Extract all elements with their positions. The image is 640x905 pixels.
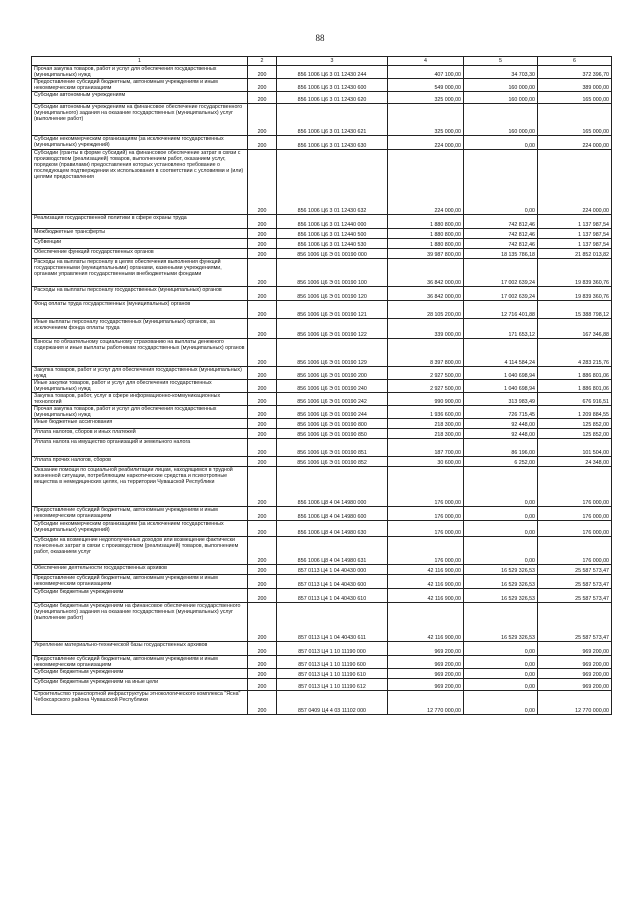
table-row bbox=[32, 507, 612, 521]
row-value-1: 1 880 800,00 bbox=[388, 215, 464, 229]
row-value-3: 167 346,88 bbox=[538, 319, 612, 339]
row-value-3: 969 200,00 bbox=[538, 642, 612, 656]
row-value-2: 0,00 bbox=[464, 150, 538, 215]
row-name: Предоставление субсидий бюджетным, автономным учреждениям и иным некоммерческим организациям bbox=[32, 79, 248, 92]
row-code: 856 1006 Ц6 Э 01 00190 800 bbox=[277, 419, 388, 429]
row-name: Реализация государственной политики в сфере охраны труда bbox=[32, 215, 248, 229]
row-name: Субвенции bbox=[32, 239, 248, 249]
row-value-1: 549 000,00 bbox=[388, 79, 464, 92]
row-gr: 200 bbox=[248, 537, 277, 565]
row-value-3: 125 852,00 bbox=[538, 419, 612, 429]
row-value-3: 224 000,00 bbox=[538, 136, 612, 150]
row-value-2: 17 002 639,24 bbox=[464, 287, 538, 301]
row-value-1: 325 000,00 bbox=[388, 104, 464, 136]
row-value-2: 17 002 639,24 bbox=[464, 259, 538, 287]
row-gr: 200 bbox=[248, 301, 277, 319]
table-row bbox=[32, 339, 612, 367]
row-gr: 200 bbox=[248, 229, 277, 239]
row-value-2: 160 000,00 bbox=[464, 92, 538, 104]
row-value-3: 25 587 573,47 bbox=[538, 603, 612, 642]
row-value-1: 28 105 200,00 bbox=[388, 301, 464, 319]
row-value-3: 165 000,00 bbox=[538, 104, 612, 136]
row-value-2: 86 196,00 bbox=[464, 439, 538, 457]
table-row bbox=[32, 66, 612, 79]
table-row bbox=[32, 92, 612, 104]
table-row bbox=[32, 229, 612, 239]
row-name: Прочая закупка товаров, работ и услуг для обеспечения государственных (муниципальных) нужд bbox=[32, 406, 248, 419]
row-name: Фонд оплаты труда государственных (муниципальных) органов bbox=[32, 301, 248, 319]
row-value-1: 176 000,00 bbox=[388, 521, 464, 537]
row-code: 856 1006 Ц6 3 01 12430 600 bbox=[277, 79, 388, 92]
row-value-1: 2 927 500,00 bbox=[388, 380, 464, 393]
row-value-1: 8 397 800,00 bbox=[388, 339, 464, 367]
row-gr: 200 bbox=[248, 150, 277, 215]
table-row bbox=[32, 301, 612, 319]
row-name: Субсидии некоммерческим организациям (за исключением государственных (муниципальных) учреждений) bbox=[32, 521, 248, 537]
row-code: 857 0113 Ц4 1 04 40430 600 bbox=[277, 575, 388, 589]
row-code: 856 1006 Ц6 Э 01 00190 851 bbox=[277, 439, 388, 457]
row-value-3: 676 916,51 bbox=[538, 393, 612, 406]
row-value-2: 1 040 698,94 bbox=[464, 367, 538, 380]
table-row bbox=[32, 537, 612, 565]
row-gr: 200 bbox=[248, 215, 277, 229]
table-row bbox=[32, 136, 612, 150]
header-col-3: 3 bbox=[277, 57, 388, 66]
row-name: Иные выплаты персоналу государственных (муниципальных) органов, за исключением фонда оплаты труда bbox=[32, 319, 248, 339]
row-gr: 200 bbox=[248, 380, 277, 393]
row-gr: 200 bbox=[248, 339, 277, 367]
row-value-3: 1 137 987,54 bbox=[538, 239, 612, 249]
row-value-1: 12 770 000,00 bbox=[388, 691, 464, 715]
table-row bbox=[32, 467, 612, 507]
row-gr: 200 bbox=[248, 575, 277, 589]
row-value-3: 125 852,00 bbox=[538, 429, 612, 439]
row-value-3: 101 504,00 bbox=[538, 439, 612, 457]
row-value-3: 389 000,00 bbox=[538, 79, 612, 92]
row-code: 857 0113 Ц4 1 04 40430 610 bbox=[277, 589, 388, 603]
row-value-3: 176 000,00 bbox=[538, 467, 612, 507]
row-code: 856 1006 Ц6 Э 01 00190 240 bbox=[277, 380, 388, 393]
row-gr: 200 bbox=[248, 79, 277, 92]
table-row bbox=[32, 79, 612, 92]
row-code: 856 1006 Ц6 3 01 12430 630 bbox=[277, 136, 388, 150]
table-row bbox=[32, 669, 612, 679]
row-name: Прочая закупка товаров, работ и услуг для обеспечения государственных (муниципальных) нужд bbox=[32, 66, 248, 79]
row-name: Субсидии бюджетным учреждениям bbox=[32, 589, 248, 603]
row-gr: 200 bbox=[248, 287, 277, 301]
row-value-2: 92 448,00 bbox=[464, 419, 538, 429]
row-value-2: 160 000,00 bbox=[464, 79, 538, 92]
row-value-1: 1 880 800,00 bbox=[388, 239, 464, 249]
row-value-3: 969 200,00 bbox=[538, 656, 612, 669]
row-value-1: 218 300,00 bbox=[388, 419, 464, 429]
row-code: 856 1006 Ц6 3 01 12440 500 bbox=[277, 229, 388, 239]
row-gr: 200 bbox=[248, 589, 277, 603]
row-code: 856 1006 Ц6 Э 01 00190 000 bbox=[277, 249, 388, 259]
row-name: Субсидии бюджетным учреждениям bbox=[32, 669, 248, 679]
table-row bbox=[32, 249, 612, 259]
row-code: 856 1006 Ц8 4 04 14980 631 bbox=[277, 537, 388, 565]
row-value-1: 325 000,00 bbox=[388, 92, 464, 104]
row-value-2: 16 529 326,53 bbox=[464, 565, 538, 575]
row-value-2: 0,00 bbox=[464, 467, 538, 507]
row-value-2: 0,00 bbox=[464, 136, 538, 150]
row-value-1: 39 987 800,00 bbox=[388, 249, 464, 259]
row-gr: 200 bbox=[248, 679, 277, 691]
row-value-2: 4 114 584,24 bbox=[464, 339, 538, 367]
row-value-3: 15 388 798,12 bbox=[538, 301, 612, 319]
row-value-2: 18 135 786,18 bbox=[464, 249, 538, 259]
table-row bbox=[32, 691, 612, 715]
row-value-3: 21 852 013,82 bbox=[538, 249, 612, 259]
row-gr: 200 bbox=[248, 656, 277, 669]
row-name: Взносы по обязательному социальному страхованию на выплаты денежного содержания и иные выплаты работникам государственных (муниципальных) органов bbox=[32, 339, 248, 367]
row-name: Межбюджетные трансферты bbox=[32, 229, 248, 239]
row-value-2: 16 529 326,53 bbox=[464, 575, 538, 589]
table-row bbox=[32, 457, 612, 467]
header-col-2: 2 bbox=[248, 57, 277, 66]
table-row bbox=[32, 521, 612, 537]
row-gr: 200 bbox=[248, 603, 277, 642]
table-row bbox=[32, 150, 612, 215]
table-row bbox=[32, 380, 612, 393]
table-row bbox=[32, 429, 612, 439]
row-value-1: 187 700,00 bbox=[388, 439, 464, 457]
row-value-2: 92 448,00 bbox=[464, 429, 538, 439]
row-value-2: 0,00 bbox=[464, 656, 538, 669]
row-name: Расходы на выплаты персоналу в целях обеспечения выполнения функций государственными (муниципальными) органами, казенными учреждениями, органами управления государственными внебюджетными фондами bbox=[32, 259, 248, 287]
row-value-1: 224 000,00 bbox=[388, 150, 464, 215]
row-name: Уплата налогов, сборов и иных платежей bbox=[32, 429, 248, 439]
row-name: Иные бюджетные ассигнования bbox=[32, 419, 248, 429]
row-code: 857 0113 Ц4 1 10 11190 600 bbox=[277, 656, 388, 669]
table-row bbox=[32, 393, 612, 406]
row-name: Предоставление субсидий бюджетным, автономным учреждениям и иным некоммерческим организациям bbox=[32, 656, 248, 669]
row-code: 857 0409 Ц4 4 03 11102 000 bbox=[277, 691, 388, 715]
row-code: 856 1006 Ц6 Э 01 00190 244 bbox=[277, 406, 388, 419]
row-value-1: 42 116 900,00 bbox=[388, 565, 464, 575]
row-code: 856 1006 Ц6 Э 01 00190 121 bbox=[277, 301, 388, 319]
row-value-2: 742 812,46 bbox=[464, 229, 538, 239]
row-value-3: 19 839 360,76 bbox=[538, 287, 612, 301]
row-value-1: 407 100,00 bbox=[388, 66, 464, 79]
row-gr: 200 bbox=[248, 367, 277, 380]
row-name: Субсидии (гранты в форме субсидий) на финансовое обеспечение затрат в связи с производством (реализацией) товаров, выполнением работ, оказанием услуг, порядком (правилами) предоставления которых установлено требование о последующем подтверждении их использования в соответствии с условиями и (или) целями предоставления bbox=[32, 150, 248, 215]
row-value-3: 1 209 884,55 bbox=[538, 406, 612, 419]
row-code: 857 0113 Ц4 1 04 40430 611 bbox=[277, 603, 388, 642]
row-value-1: 42 116 900,00 bbox=[388, 589, 464, 603]
table-row bbox=[32, 259, 612, 287]
row-code: 856 1006 Ц6 3 01 12430 620 bbox=[277, 92, 388, 104]
row-value-3: 25 587 573,47 bbox=[538, 575, 612, 589]
row-value-2: 1 040 698,94 bbox=[464, 380, 538, 393]
row-gr: 200 bbox=[248, 457, 277, 467]
row-gr: 200 bbox=[248, 92, 277, 104]
row-code: 856 1006 Ц6 Э 01 00190 200 bbox=[277, 367, 388, 380]
table-row bbox=[32, 656, 612, 669]
row-name: Обеспечение деятельности государственных архивов bbox=[32, 565, 248, 575]
row-value-1: 969 200,00 bbox=[388, 642, 464, 656]
row-gr: 200 bbox=[248, 136, 277, 150]
row-value-1: 1 936 600,00 bbox=[388, 406, 464, 419]
row-name: Субсидии автономным учреждениям bbox=[32, 92, 248, 104]
row-gr: 200 bbox=[248, 521, 277, 537]
row-gr: 200 bbox=[248, 259, 277, 287]
row-value-1: 30 600,00 bbox=[388, 457, 464, 467]
row-code: 856 1006 Ц6 Э 01 00190 129 bbox=[277, 339, 388, 367]
row-value-3: 176 000,00 bbox=[538, 507, 612, 521]
row-name: Укрепление материально-технической базы государственных архивов bbox=[32, 642, 248, 656]
row-name: Субсидии бюджетным учреждениям на иные цели bbox=[32, 679, 248, 691]
row-code: 856 1006 Ц6 Э 01 00190 120 bbox=[277, 287, 388, 301]
row-name: Закупка товаров, работ и услуг для обеспечения государственных (муниципальных) нужд bbox=[32, 367, 248, 380]
row-value-1: 42 116 900,00 bbox=[388, 603, 464, 642]
table-row bbox=[32, 575, 612, 589]
header-row bbox=[32, 57, 612, 66]
table-row bbox=[32, 319, 612, 339]
row-value-2: 0,00 bbox=[464, 679, 538, 691]
table-row bbox=[32, 104, 612, 136]
table-row bbox=[32, 406, 612, 419]
row-gr: 200 bbox=[248, 66, 277, 79]
row-value-3: 372 396,70 bbox=[538, 66, 612, 79]
row-gr: 200 bbox=[248, 249, 277, 259]
row-name: Предоставление субсидий бюджетным, автономным учреждениям и иным некоммерческим организациям bbox=[32, 507, 248, 521]
row-value-3: 12 770 000,00 bbox=[538, 691, 612, 715]
row-value-2: 0,00 bbox=[464, 642, 538, 656]
row-value-2: 0,00 bbox=[464, 669, 538, 679]
row-value-2: 313 983,49 bbox=[464, 393, 538, 406]
row-value-1: 969 200,00 bbox=[388, 679, 464, 691]
row-name: Субсидии бюджетным учреждениям на финансовое обеспечение государственного (муниципального) задания на оказание государственных (муниципальных) услуг (выполнение работ) bbox=[32, 603, 248, 642]
table-row bbox=[32, 287, 612, 301]
row-value-3: 1 886 801,06 bbox=[538, 380, 612, 393]
table-row bbox=[32, 439, 612, 457]
row-value-3: 176 000,00 bbox=[538, 521, 612, 537]
row-gr: 200 bbox=[248, 406, 277, 419]
row-name: Расходы на выплаты персоналу государственных (муниципальных) органов bbox=[32, 287, 248, 301]
row-gr: 200 bbox=[248, 104, 277, 136]
row-value-2: 0,00 bbox=[464, 521, 538, 537]
row-code: 856 1006 Ц6 3 01 12440 530 bbox=[277, 239, 388, 249]
table-row bbox=[32, 642, 612, 656]
row-code: 856 1006 Ц8 4 04 14980 630 bbox=[277, 521, 388, 537]
row-value-1: 339 000,00 bbox=[388, 319, 464, 339]
row-name: Субсидии автономным учреждениям на финансовое обеспечение государственного (муниципального) задания на оказание государственных (муниципальных) услуг (выполнение работ) bbox=[32, 104, 248, 136]
table-row bbox=[32, 603, 612, 642]
row-gr: 200 bbox=[248, 429, 277, 439]
header-col-1: 1 bbox=[32, 57, 248, 66]
row-code: 856 1006 Ц6 Э 01 00190 100 bbox=[277, 259, 388, 287]
row-gr: 200 bbox=[248, 507, 277, 521]
row-value-3: 224 000,00 bbox=[538, 150, 612, 215]
table-row bbox=[32, 215, 612, 229]
row-value-1: 990 900,00 bbox=[388, 393, 464, 406]
row-name: Иные закупки товаров, работ и услуг для обеспечения государственных (муниципальных) нужд bbox=[32, 380, 248, 393]
row-value-3: 165 000,00 bbox=[538, 92, 612, 104]
row-value-2: 171 653,12 bbox=[464, 319, 538, 339]
row-name: Уплата прочих налогов, сборов bbox=[32, 457, 248, 467]
row-name: Обеспечение функций государственных органов bbox=[32, 249, 248, 259]
row-value-3: 24 348,00 bbox=[538, 457, 612, 467]
row-value-3: 19 839 360,76 bbox=[538, 259, 612, 287]
row-value-2: 0,00 bbox=[464, 691, 538, 715]
row-value-3: 969 200,00 bbox=[538, 669, 612, 679]
row-code: 856 1006 Ц6 Э 01 00190 850 bbox=[277, 429, 388, 439]
table-row bbox=[32, 589, 612, 603]
row-gr: 200 bbox=[248, 393, 277, 406]
row-code: 856 1006 Ц6 Э 01 00190 242 bbox=[277, 393, 388, 406]
header-col-5: 5 bbox=[464, 57, 538, 66]
row-code: 856 1006 Ц6 3 01 12430 244 bbox=[277, 66, 388, 79]
table-body bbox=[32, 66, 612, 715]
row-value-1: 176 000,00 bbox=[388, 537, 464, 565]
row-value-2: 6 252,00 bbox=[464, 457, 538, 467]
row-value-2: 12 716 401,88 bbox=[464, 301, 538, 319]
row-value-2: 34 703,30 bbox=[464, 66, 538, 79]
table-row bbox=[32, 565, 612, 575]
row-code: 857 0113 Ц4 1 10 11190 000 bbox=[277, 642, 388, 656]
page-number: 88 bbox=[315, 33, 325, 43]
table-row bbox=[32, 679, 612, 691]
row-gr: 200 bbox=[248, 467, 277, 507]
row-code: 856 1006 Ц6 3 01 12430 632 bbox=[277, 150, 388, 215]
budget-table bbox=[31, 56, 612, 715]
row-value-1: 176 000,00 bbox=[388, 467, 464, 507]
header-col-6: 6 bbox=[538, 57, 612, 66]
row-value-1: 42 116 900,00 bbox=[388, 575, 464, 589]
row-value-3: 25 587 573,47 bbox=[538, 589, 612, 603]
row-value-3: 1 886 801,06 bbox=[538, 367, 612, 380]
row-value-3: 4 283 215,76 bbox=[538, 339, 612, 367]
row-value-1: 2 927 500,00 bbox=[388, 367, 464, 380]
table-row bbox=[32, 419, 612, 429]
row-code: 857 0113 Ц4 1 04 40430 000 bbox=[277, 565, 388, 575]
row-value-1: 224 000,00 bbox=[388, 136, 464, 150]
row-gr: 200 bbox=[248, 669, 277, 679]
row-code: 856 1006 Ц6 Э 01 00190 852 bbox=[277, 457, 388, 467]
row-value-3: 176 000,00 bbox=[538, 537, 612, 565]
header-col-4: 4 bbox=[388, 57, 464, 66]
row-value-1: 36 842 000,00 bbox=[388, 287, 464, 301]
row-value-2: 16 529 326,53 bbox=[464, 603, 538, 642]
row-gr: 200 bbox=[248, 319, 277, 339]
row-gr: 200 bbox=[248, 439, 277, 457]
row-value-2: 742 812,46 bbox=[464, 239, 538, 249]
row-value-2: 0,00 bbox=[464, 507, 538, 521]
row-gr: 200 bbox=[248, 239, 277, 249]
row-value-1: 1 880 800,00 bbox=[388, 229, 464, 239]
row-value-1: 176 000,00 bbox=[388, 507, 464, 521]
table-row bbox=[32, 239, 612, 249]
row-value-2: 160 000,00 bbox=[464, 104, 538, 136]
row-value-1: 36 842 000,00 bbox=[388, 259, 464, 287]
row-value-1: 969 200,00 bbox=[388, 656, 464, 669]
row-name: Предоставление субсидий бюджетным, автономным учреждениям и иным некоммерческим организациям bbox=[32, 575, 248, 589]
row-code: 856 1006 Ц6 3 01 12440 000 bbox=[277, 215, 388, 229]
row-code: 856 1006 Ц8 4 04 14980 000 bbox=[277, 467, 388, 507]
row-gr: 200 bbox=[248, 565, 277, 575]
row-value-1: 218 300,00 bbox=[388, 429, 464, 439]
row-value-2: 0,00 bbox=[464, 537, 538, 565]
row-value-2: 742 812,46 bbox=[464, 215, 538, 229]
row-value-3: 25 587 573,47 bbox=[538, 565, 612, 575]
row-name: Оказание помощи по социальной реабилитации лицам, находящимся в трудной жизненной ситуации, потребляющим наркотические средства и психотропные вещества в немедицинских целях, на территории Чувашской Республики bbox=[32, 467, 248, 507]
row-code: 857 0113 Ц4 1 10 11190 610 bbox=[277, 669, 388, 679]
row-value-3: 1 137 987,54 bbox=[538, 215, 612, 229]
row-value-2: 726 715,45 bbox=[464, 406, 538, 419]
row-code: 857 0113 Ц4 1 10 11190 612 bbox=[277, 679, 388, 691]
row-name: Закупка товаров, работ, услуг в сфере информационно-коммуникационных технологий bbox=[32, 393, 248, 406]
row-name: Уплата налога на имущество организаций и земельного налога bbox=[32, 439, 248, 457]
row-gr: 200 bbox=[248, 642, 277, 656]
row-gr: 200 bbox=[248, 691, 277, 715]
row-value-1: 969 200,00 bbox=[388, 669, 464, 679]
row-name: Субсидии на возмещение недополученных доходов или возмещение фактически понесенных затрат в связи с производством (реализацией) товаров, выполнением работ, оказанием услуг bbox=[32, 537, 248, 565]
row-value-3: 1 137 987,54 bbox=[538, 229, 612, 239]
row-code: 856 1006 Ц6 Э 01 00190 122 bbox=[277, 319, 388, 339]
row-value-2: 16 529 326,53 bbox=[464, 589, 538, 603]
row-value-3: 969 200,00 bbox=[538, 679, 612, 691]
row-gr: 200 bbox=[248, 419, 277, 429]
table-row bbox=[32, 367, 612, 380]
row-name: Строительство транспортной инфраструктуры этнокологического комплекса "Ясна" Чебоксарского района Чувашской Республики bbox=[32, 691, 248, 715]
row-code: 856 1006 Ц8 4 04 14980 600 bbox=[277, 507, 388, 521]
row-name: Субсидии некоммерческим организациям (за исключением государственных (муниципальных) учреждений) bbox=[32, 136, 248, 150]
row-code: 856 1006 Ц6 3 01 12430 621 bbox=[277, 104, 388, 136]
